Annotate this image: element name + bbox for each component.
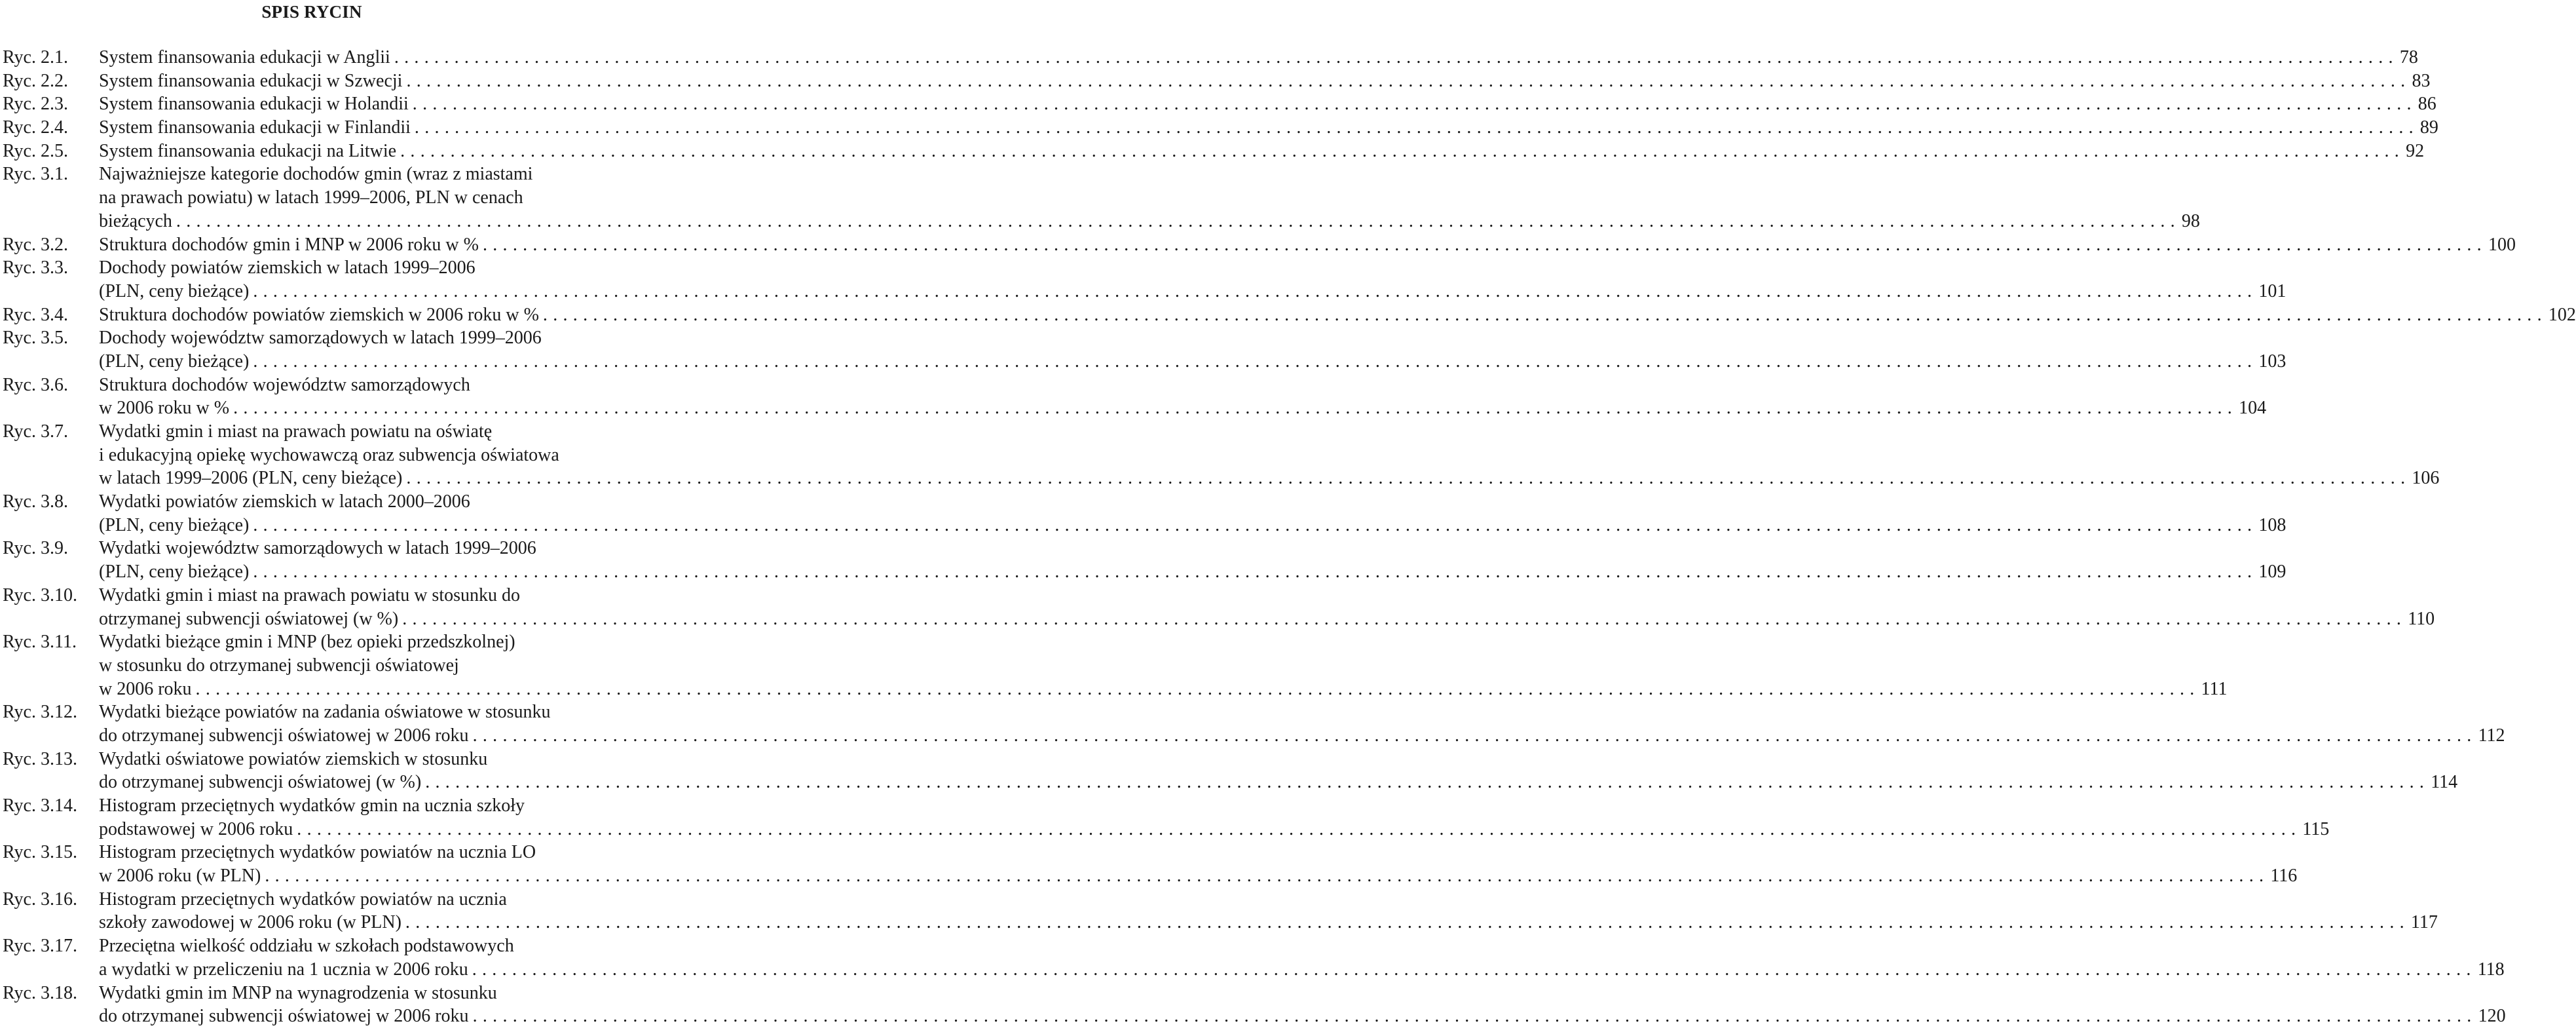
- figure-title-line: [99, 69, 2431, 93]
- page-number: 110: [2408, 608, 2435, 629]
- toc-entry[interactable]: [3, 794, 2330, 841]
- toc-entry[interactable]: [3, 163, 2200, 233]
- dot-leader: ........................................................................................................................................................................................................: [176, 210, 2180, 231]
- toc-entry[interactable]: [3, 373, 2267, 420]
- figure-title-text: System finansowania edukacji w Anglii: [99, 47, 390, 67]
- toc-entry[interactable]: [3, 303, 2576, 327]
- figure-title-line: i edukacyjną opiekę wychowawczą oraz subwencja oświatowa: [99, 444, 559, 465]
- figure-number: Ryc. 3.6.: [3, 374, 68, 395]
- toc-entry[interactable]: [3, 256, 2287, 303]
- figure-list: [3, 46, 2576, 1028]
- figure-title-text: do otrzymanej subwencji oświatowej (w %): [99, 772, 422, 793]
- figure-title-text: do otrzymanej subwencji oświatowej w 2006 roku: [99, 725, 469, 746]
- figure-title-line: Wydatki gmin i miast na prawach powiatu na oświatę: [99, 421, 493, 442]
- figure-title-line: [99, 911, 2438, 934]
- figure-title-text: (PLN, ceny bieżące): [99, 562, 250, 583]
- figure-title-line: [99, 140, 2425, 163]
- dot-leader: ........................................................................................................................................................................................................: [394, 47, 2399, 67]
- page-number: 100: [2488, 234, 2516, 255]
- figure-number: Ryc. 2.4.: [3, 117, 68, 138]
- figure-title-line: [99, 467, 2440, 490]
- toc-entry[interactable]: [3, 69, 2431, 93]
- toc-entry[interactable]: [3, 700, 2505, 747]
- figure-number: Ryc. 3.18.: [3, 982, 77, 1003]
- figure-title-line: Wydatki powiatów ziemskich w latach 2000–2006: [99, 491, 470, 512]
- toc-entry[interactable]: [3, 537, 2287, 583]
- dot-leader: ........................................................................................................................................................................................................: [472, 1006, 2477, 1027]
- figure-number: Ryc. 3.11.: [3, 632, 77, 653]
- figure-title-text: Struktura dochodów gmin i MNP w 2006 roku w %: [99, 234, 479, 255]
- figure-title-text: podstawowej w 2006 roku: [99, 818, 293, 839]
- dot-leader: ........................................................................................................................................................................................................: [412, 94, 2417, 115]
- figure-title-line: [99, 350, 2287, 373]
- dot-leader: ........................................................................................................................................................................................................: [253, 562, 2258, 583]
- figure-number: Ryc. 3.13.: [3, 748, 77, 769]
- figure-title-line: [99, 233, 2516, 257]
- figure-title-text: w 2006 roku w %: [99, 398, 230, 419]
- figure-number: Ryc. 3.3.: [3, 258, 68, 278]
- page-number: 115: [2302, 818, 2330, 839]
- page-number: 83: [2412, 70, 2431, 91]
- dot-leader: ........................................................................................................................................................................................................: [405, 912, 2410, 933]
- dot-leader: ........................................................................................................................................................................................................: [472, 959, 2476, 980]
- figure-title-text: w 2006 roku (w PLN): [99, 866, 261, 887]
- figure-title-text: bieżących: [99, 210, 172, 231]
- figure-number: Ryc. 2.1.: [3, 47, 68, 67]
- figure-title-line: [99, 1005, 2506, 1028]
- figure-title-line: Wydatki oświatowe powiatów ziemskich w stosunku: [99, 748, 488, 769]
- dot-leader: ........................................................................................................................................................................................................: [297, 818, 2302, 839]
- figure-number: Ryc. 3.17.: [3, 936, 77, 957]
- figure-title-line: w stosunku do otrzymanej subwencji oświatowej: [99, 655, 459, 676]
- figure-title-line: [99, 678, 2228, 701]
- figure-title-line: Wydatki województw samorządowych w latach 1999–2006: [99, 538, 536, 559]
- page-number: 89: [2419, 117, 2438, 138]
- dot-leader: ........................................................................................................................................................................................................: [425, 772, 2430, 793]
- figure-title-line: Histogram przeciętnych wydatków powiatów na ucznia: [99, 889, 507, 910]
- figure-title-line: [99, 396, 2267, 420]
- figure-title-text: (PLN, ceny bieżące): [99, 351, 250, 372]
- page-number: 114: [2431, 772, 2458, 793]
- page-title: SPIS RYCIN: [261, 2, 362, 22]
- figure-title-line: Wydatki bieżące powiatów na zadania oświatowe w stosunku: [99, 702, 551, 723]
- figure-number: Ryc. 3.1.: [3, 164, 68, 185]
- dot-leader: ........................................................................................................................................................................................................: [542, 304, 2547, 325]
- dot-leader: ........................................................................................................................................................................................................: [253, 514, 2258, 535]
- figure-title-line: Struktura dochodów województw samorządowych: [99, 374, 470, 395]
- toc-entry[interactable]: [3, 116, 2438, 140]
- page-number: 98: [2181, 210, 2200, 231]
- toc-entry[interactable]: [3, 233, 2516, 257]
- figure-title-text: (PLN, ceny bieżące): [99, 280, 250, 301]
- dot-leader: ........................................................................................................................................................................................................: [253, 280, 2258, 301]
- figure-title-line: [99, 560, 2287, 584]
- figure-title-line: [99, 46, 2418, 69]
- figure-title-line: [99, 116, 2438, 140]
- page-number: 109: [2258, 562, 2287, 583]
- figure-title-text: System finansowania edukacji w Finlandii: [99, 117, 411, 138]
- toc-entry[interactable]: [3, 841, 2298, 887]
- figure-title-text: Struktura dochodów powiatów ziemskich w 2006 roku w %: [99, 304, 539, 325]
- toc-entry[interactable]: [3, 934, 2505, 981]
- figure-number: Ryc. 2.5.: [3, 140, 68, 161]
- figure-number: Ryc. 3.4.: [3, 304, 68, 325]
- figure-title-line: na prawach powiatu) w latach 1999–2006, PLN w cenach: [99, 187, 523, 208]
- page-number: 116: [2270, 866, 2298, 887]
- figure-number: Ryc. 3.9.: [3, 538, 68, 559]
- figure-title-line: Histogram przeciętnych wydatków powiatów na ucznia LO: [99, 842, 536, 863]
- figure-title-text: do otrzymanej subwencji oświatowej w 2006 roku: [99, 1006, 469, 1027]
- page-number: 120: [2478, 1006, 2506, 1027]
- page-number: 112: [2478, 725, 2505, 746]
- page-number: 106: [2412, 468, 2440, 489]
- figure-title-line: Dochody powiatów ziemskich w latach 1999–2006: [99, 258, 476, 278]
- page-number: 117: [2410, 912, 2438, 933]
- toc-entry[interactable]: [3, 584, 2435, 630]
- dot-leader: ........................................................................................................................................................................................................: [472, 725, 2477, 746]
- figure-title-line: [99, 92, 2436, 116]
- toc-entry[interactable]: [3, 92, 2436, 116]
- dot-leader: ........................................................................................................................................................................................................: [253, 351, 2258, 372]
- figure-title-line: Wydatki gmin im MNP na wynagrodzenia w stosunku: [99, 982, 497, 1003]
- figure-title-text: System finansowania edukacji w Holandii: [99, 94, 409, 115]
- figure-title-line: Dochody województw samorządowych w latach 1999–2006: [99, 328, 542, 349]
- toc-entry[interactable]: [3, 630, 2228, 700]
- figure-number: Ryc. 3.7.: [3, 421, 68, 442]
- dot-leader: ........................................................................................................................................................................................................: [406, 70, 2411, 91]
- dot-leader: ........................................................................................................................................................................................................: [402, 608, 2407, 629]
- toc-entry[interactable]: [3, 888, 2438, 934]
- page-number: 78: [2399, 47, 2418, 67]
- figure-number: Ryc. 3.10.: [3, 584, 77, 605]
- figure-title-text: w 2006 roku: [99, 678, 192, 699]
- figure-number: Ryc. 3.5.: [3, 328, 68, 349]
- figure-title-line: Najważniejsze kategorie dochodów gmin (wraz z miastami: [99, 164, 533, 185]
- figure-title-line: [99, 607, 2435, 631]
- toc-entry[interactable]: [3, 420, 2440, 490]
- figure-title-text: w latach 1999–2006 (PLN, ceny bieżące): [99, 468, 403, 489]
- dot-leader: ........................................................................................................................................................................................................: [482, 234, 2487, 255]
- dot-leader: ........................................................................................................................................................................................................: [195, 678, 2200, 699]
- figure-number: Ryc. 2.3.: [3, 94, 68, 115]
- dot-leader: ........................................................................................................................................................................................................: [414, 117, 2419, 138]
- figure-title-line: Przeciętna wielkość oddziału w szkołach podstawowych: [99, 936, 514, 957]
- toc-entry[interactable]: [3, 46, 2418, 69]
- figure-title-line: Wydatki gmin i miast na prawach powiatu w stosunku do: [99, 584, 520, 605]
- figure-number: Ryc. 3.8.: [3, 491, 68, 512]
- page-number: 111: [2201, 678, 2228, 699]
- page-number: 92: [2406, 140, 2425, 161]
- figure-title-line: [99, 724, 2505, 748]
- dot-leader: ........................................................................................................................................................................................................: [406, 468, 2411, 489]
- figure-title-text: (PLN, ceny bieżące): [99, 514, 250, 535]
- figure-title-text: otrzymanej subwencji oświatowej (w %): [99, 608, 399, 629]
- toc-entry[interactable]: [3, 140, 2425, 163]
- figure-title-line: [99, 958, 2505, 982]
- figure-number: Ryc. 3.14.: [3, 795, 77, 816]
- figure-title-line: [99, 210, 2200, 233]
- figure-title-line: [99, 514, 2287, 537]
- page-number: 102: [2548, 304, 2576, 325]
- toc-entry[interactable]: [3, 490, 2287, 537]
- figure-title-line: [99, 818, 2330, 841]
- figure-number: Ryc. 3.15.: [3, 842, 77, 863]
- figure-title-text: a wydatki w przeliczeniu na 1 ucznia w 2006 roku: [99, 959, 468, 980]
- toc-entry[interactable]: [3, 326, 2287, 373]
- figure-title-line: [99, 303, 2576, 327]
- page-number: 86: [2417, 94, 2436, 115]
- page-number: 103: [2258, 351, 2287, 372]
- figure-number: Ryc. 2.2.: [3, 70, 68, 91]
- dot-leader: ........................................................................................................................................................................................................: [233, 398, 2238, 419]
- page-number: 104: [2239, 398, 2267, 419]
- figure-title-text: System finansowania edukacji w Szwecji: [99, 70, 403, 91]
- figure-title-line: [99, 864, 2298, 888]
- page-number: 118: [2477, 959, 2505, 980]
- toc-entry[interactable]: [3, 748, 2458, 794]
- figure-title-text: System finansowania edukacji na Litwie: [99, 140, 397, 161]
- figure-number: Ryc. 3.2.: [3, 234, 68, 255]
- dot-leader: ........................................................................................................................................................................................................: [265, 866, 2269, 887]
- page-number: 101: [2258, 280, 2287, 301]
- figure-number: Ryc. 3.12.: [3, 702, 77, 723]
- figure-title-line: [99, 771, 2458, 794]
- figure-number: Ryc. 3.16.: [3, 889, 77, 910]
- figure-title-line: Wydatki bieżące gmin i MNP (bez opieki przedszkolnej): [99, 632, 515, 653]
- figure-title-line: [99, 280, 2287, 303]
- page-number: 108: [2258, 514, 2287, 535]
- figure-title-text: szkoły zawodowej w 2006 roku (w PLN): [99, 912, 401, 933]
- toc-entry[interactable]: [3, 982, 2506, 1028]
- dot-leader: ........................................................................................................................................................................................................: [400, 140, 2405, 161]
- figure-title-line: Histogram przeciętnych wydatków gmin na ucznia szkoły: [99, 795, 525, 816]
